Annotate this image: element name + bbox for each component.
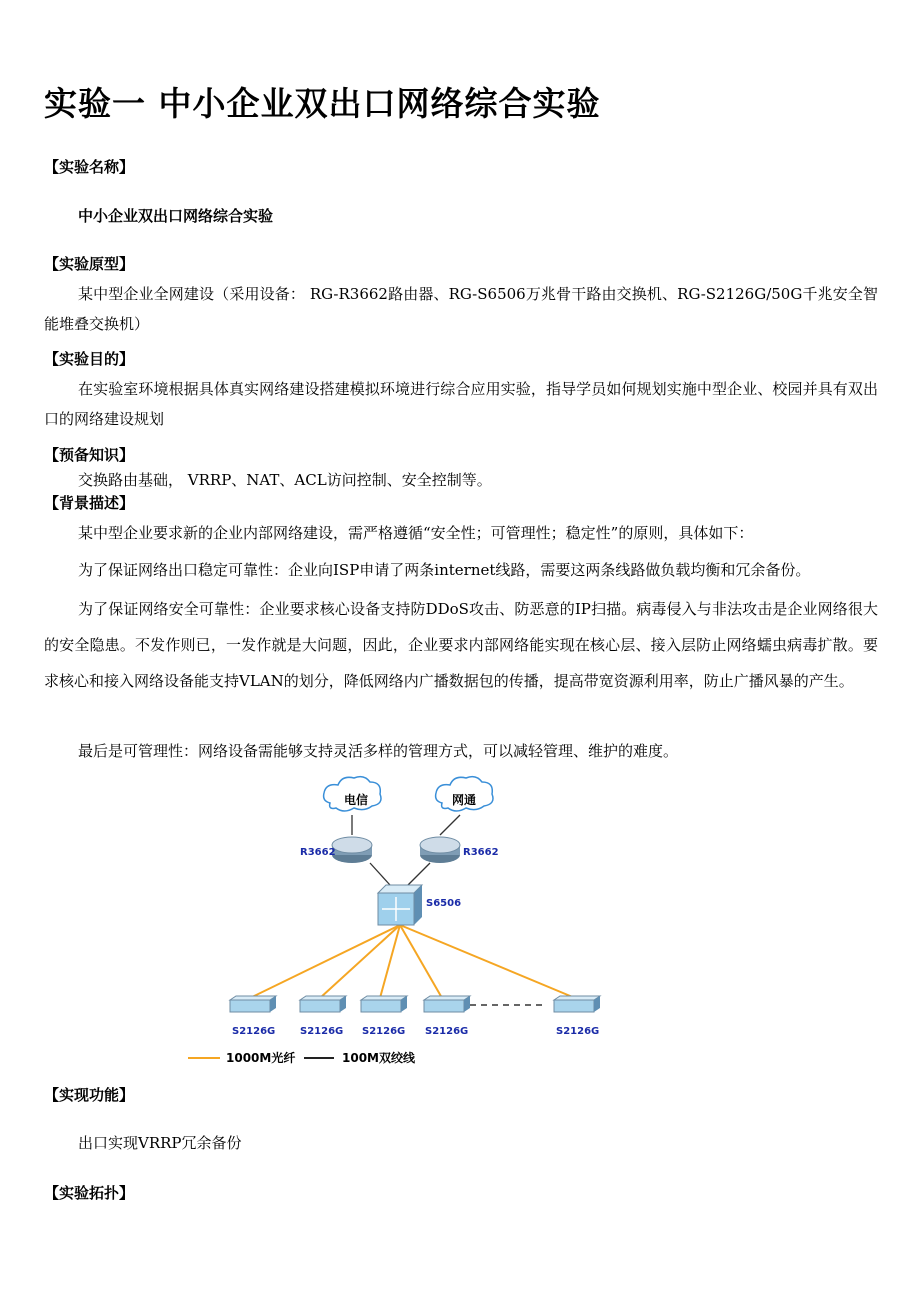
access-switch-label: S2126G	[556, 1026, 600, 1037]
access-switch-icon	[230, 996, 276, 1012]
access-switch-label: S2126G	[425, 1026, 469, 1037]
background-p1: 某中型企业要求新的企业内部网络建设，需严格遵循“安全性；可管理性；稳定性”的原则，具体如下：	[78, 524, 754, 542]
access-switch-icon	[554, 996, 600, 1012]
experiment-name-text: 中小企业双出口网络综合实验	[78, 207, 274, 225]
fiber-link	[250, 925, 400, 998]
heading-goal: 【实验目的】	[44, 350, 135, 368]
router-icon	[332, 837, 372, 863]
router-icon	[420, 837, 460, 863]
cloud-icon	[324, 777, 381, 811]
background-p2: 为了保证网络出口稳定可靠性：企业向ISP申请了两条internet线路，需要这两条线路做负载均衡和冗余备份。	[78, 561, 811, 579]
goal-text: 在实验室环境根据具体真实网络建设搭建模拟环境进行综合应用实验，指导学员如何规划实施中型企业、校园并具有双出口的网络建设规划	[44, 380, 878, 428]
access-switch-label: S2126G	[362, 1026, 406, 1037]
heading-prereq: 【预备知识】	[44, 446, 135, 464]
cloud-label: 电信	[344, 793, 369, 807]
fiber-link	[380, 925, 400, 998]
function-text: 出口实现VRRP冗余备份	[78, 1134, 242, 1152]
heading-experiment-name: 【实验名称】	[44, 158, 135, 176]
access-switch-icon	[300, 996, 346, 1012]
cloud-icon	[436, 777, 493, 811]
fiber-link	[400, 925, 442, 998]
heading-function: 【实现功能】	[44, 1086, 135, 1104]
access-switch-icon	[361, 996, 407, 1012]
core-switch-label: S6506	[426, 898, 462, 909]
legend-twisted-label: 100M双绞线	[342, 1051, 415, 1065]
access-switch-label: S2126G	[300, 1026, 344, 1037]
router-label: R3662	[300, 847, 336, 858]
legend-fiber-label: 1000M光纤	[226, 1051, 296, 1065]
background-p4: 最后是可管理性：网络设备需能够支持灵活多样的管理方式，可以减轻管理、维护的难度。	[78, 742, 679, 760]
core-switch-icon	[378, 885, 422, 925]
access-switch-icon	[424, 996, 470, 1012]
heading-topology: 【实验拓扑】	[44, 1184, 135, 1202]
router-label: R3662	[463, 847, 499, 858]
page-title: 实验一 中小企业双出口网络综合实验	[44, 84, 601, 123]
access-switch-label: S2126G	[232, 1026, 276, 1037]
fiber-link	[400, 925, 575, 998]
heading-prototype: 【实验原型】	[44, 255, 135, 273]
prereq-text: 交换路由基础， VRRP、NAT、ACL访问控制、安全控制等。	[78, 471, 492, 489]
cloud-label: 网通	[452, 793, 477, 807]
background-p3: 为了保证网络安全可靠性：企业要求核心设备支持防DDoS攻击、防恶意的IP扫描。病毒侵入与非法攻击是企业网络很大的安全隐患。不发作则已，一发作就是大问题，因此，企业要求内部网络能实现在核心层、接入层防止网络蠕虫病毒扩散。要求核心和接入网络设备能支持VLAN的划分，降低网络内广播数据包的传播，提高带宽资源利用率，防止广播风暴的产生。	[44, 600, 878, 690]
heading-background: 【背景描述】	[44, 494, 135, 512]
prototype-text: 某中型企业全网建设（采用设备： RG-R3662路由器、RG-S6506万兆骨干路由交换机、RG-S2126G/50G千兆安全智能堆叠交换机）	[44, 285, 878, 333]
network-topology-diagram	[180, 775, 620, 1075]
fiber-link	[320, 925, 400, 998]
